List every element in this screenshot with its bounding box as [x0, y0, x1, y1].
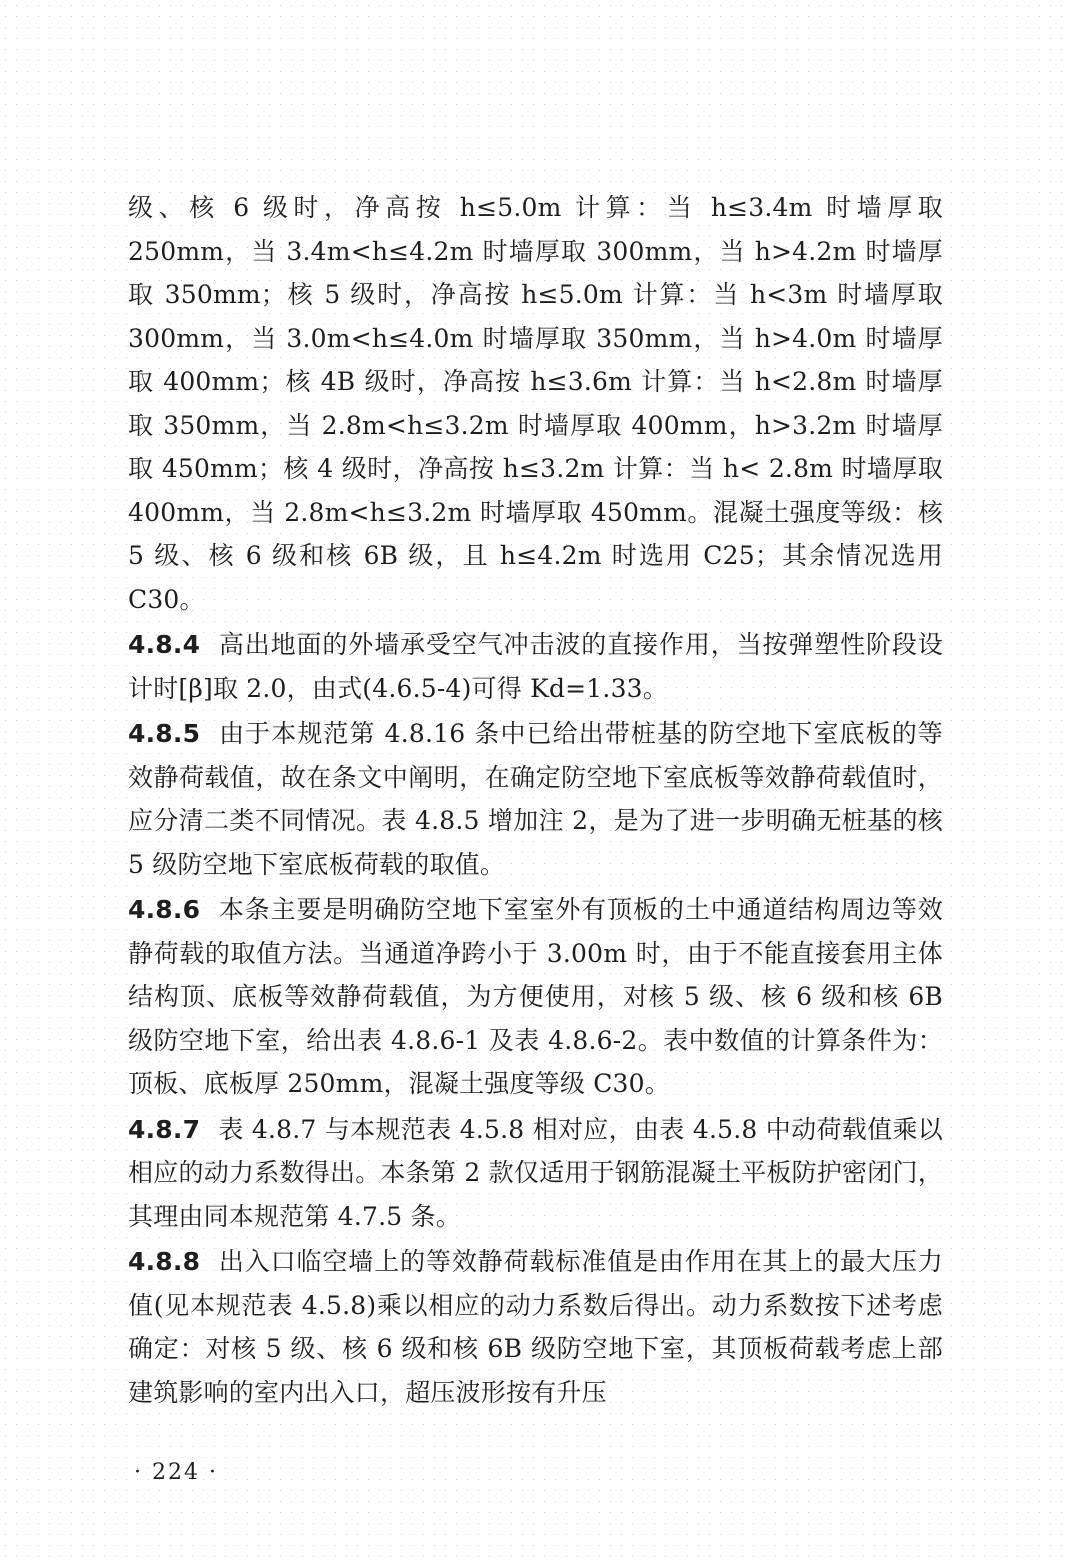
clause-4-8-7: [128, 1108, 943, 1239]
clause-number: 4.8.5: [128, 719, 201, 748]
paragraph-text: 级、核 6 级时，净高按 h≤5.0m 计算：当 h≤3.4m 时墙厚取 250mm，当 3.4m<h≤4.2m 时墙厚取 300mm，当 h>4.2m 时墙厚取 350mm；核 5 级时，净高按 h≤5.0m 计算：当 h<3m 时墙厚取 300mm，当 3.0m<h≤4.0m 时墙厚取 350mm，当 h>4.0m 时墙厚取 400mm；核 4B 级时，净高按 h≤3.6m 计算：当 h<2.8m 时墙厚取 350mm，当 2.8m<h≤3.2m 时墙厚取 400mm，h>3.2m 时墙厚取 450mm；核 4 级时，净高按 h≤3.2m 计算：当 h< 2.8m 时墙厚取 400mm，当 2.8m<h≤3.2m 时墙厚取 450mm。混凝土强度等级：核 5 级、核 6 级和核 6B 级，且 h≤4.2m 时选用 C25；其余情况选用 C30。: [128, 193, 943, 614]
clause-4-8-5: [128, 712, 943, 886]
clause-number: 4.8.8: [128, 1247, 201, 1276]
clause-4-8-4: [128, 623, 943, 710]
page-number: · 224 ·: [134, 1460, 218, 1485]
clause-text: 出入口临空墙上的等效静荷载标准值是由作用在其上的最大压力值(见本规范表 4.5.8)乘以相应的动力系数后得出。动力系数按下述考虑确定：对核 5 级、核 6 级和核 6B 级防空地下室，其顶板荷载考虑上部建筑影响的室内出入口，超压波形按有升压: [128, 1247, 943, 1407]
paragraph-continuation: [128, 186, 943, 621]
clause-4-8-8: [128, 1240, 943, 1414]
clause-number: 4.8.7: [128, 1114, 201, 1144]
body-text: [128, 186, 943, 1416]
clause-text: 高出地面的外墙承受空气冲击波的直接作用，当按弹塑性阶段设计时[β]取 2.0，由式(4.6.5-4)可得 Kd=1.33。: [128, 630, 943, 703]
clause-text: 本条主要是明确防空地下室室外有顶板的土中通道结构周边等效静荷载的取值方法。当通道净跨小于 3.00m 时，由于不能直接套用主体结构顶、底板等效静荷载值，为方便使用，对核 5 级、核 6 级和核 6B 级防空地下室，给出表 4.8.6-1 及表 4.8.6-2。表中数值的计算条件为：顶板、底板厚 250mm，混凝土强度等级 C30。: [128, 895, 943, 1098]
clause-number: 4.8.6: [128, 895, 201, 924]
clause-text: 表 4.8.7 与本规范表 4.5.8 相对应，由表 4.5.8 中动荷载值乘以相应的动力系数得出。本条第 2 款仅适用于钢筋混凝土平板防护密闭门，其理由同本规范第 4.7.5 条。: [128, 1114, 943, 1231]
clause-text: 由于本规范第 4.8.16 条中已给出带桩基的防空地下室底板的等效静荷载值，故在条文中阐明，在确定防空地下室底板等效静荷载值时，应分清二类不同情况。表 4.8.5 增加注 2，是为了进一步明确无桩基的核 5 级防空地下室底板荷载的取值。: [128, 719, 943, 879]
clause-number: 4.8.4: [128, 630, 201, 659]
clause-4-8-6: [128, 888, 943, 1106]
